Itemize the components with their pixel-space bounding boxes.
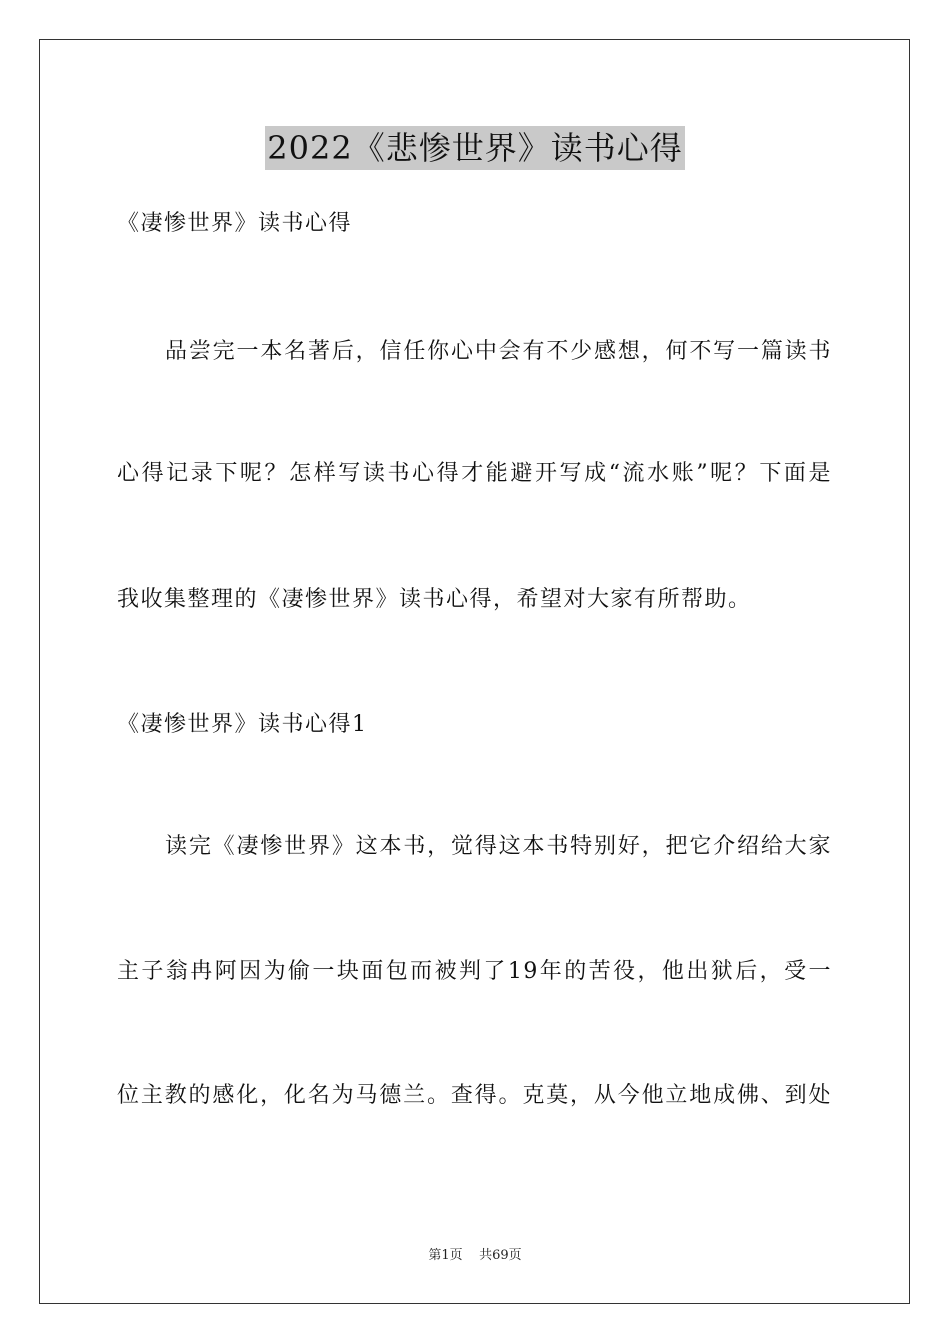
section-heading: 《凄惨世界》读书心得1	[117, 712, 368, 737]
paragraph-line: 读完《凄惨世界》这本书，觉得这本书特别好，把它介绍给大家	[165, 834, 832, 859]
title-container	[0, 126, 950, 170]
page-number: 第1页	[428, 1248, 463, 1263]
paragraph-line: 主子翁冉阿因为偷一块面包而被判了19年的苦役，他出狱后，受一	[117, 959, 832, 984]
paragraph-line: 品尝完一本名著后，信任你心中会有不少感想，何不写一篇读书	[165, 339, 832, 364]
paragraph-line: 位主教的感化，化名为马德兰。查得。克莫，从今他立地成佛、到处	[117, 1083, 832, 1108]
page-total: 共69页	[479, 1248, 522, 1263]
document-title: 2022《悲惨世界》读书心得	[265, 126, 684, 170]
paragraph-line: 我收集整理的《凄惨世界》读书心得，希望对大家有所帮助。	[117, 587, 752, 612]
subtitle-line: 《凄惨世界》读书心得	[117, 211, 353, 236]
page-footer	[0, 1247, 950, 1265]
paragraph-line: 心得记录下呢？怎样写读书心得才能避开写成“流水账”呢？下面是	[117, 461, 832, 486]
